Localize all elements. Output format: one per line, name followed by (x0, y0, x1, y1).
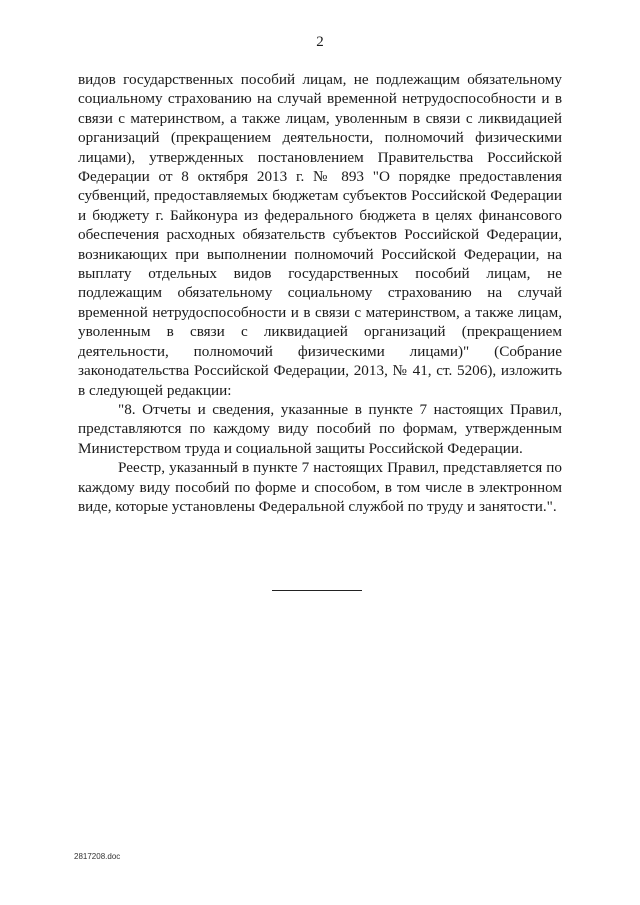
paragraph-continuation: видов государственных пособий лицам, не подлежащим обязательному социальному страхованию на случай временной нетрудоспособности и в связи с материнством, а также лицам, уволенным в связи с ликвидацией организаций (прекращением деятельности, полномочий физическими лицами), утвержденных постановлением Правительства Российской Федерации от 8 октября 2013 г. № 893 "О порядке предоставления субвенций, предоставляемых бюджетам субъектов Российской Федерации и бюджету г. Байконура из федерального бюджета в целях финансового обеспечения расходных обязательств субъектов Российской Федерации, возникающих при выполнении полномочий Российской Федерации, на выплату отдельных видов государственных пособий лицам, не подлежащим обязательному социальному страхованию на случай временной нетрудоспособности и в связи с материнством, а также лицам, уволенным в связи с ликвидацией организаций (прекращением деятельности, полномочий физическими лицами)" (Собрание законодательства Российской Федерации, 2013, № 41, ст. 5206), изложить в следующей редакции: (78, 71, 562, 399)
document-file-reference: 2817208.doc (74, 852, 121, 861)
paragraph-registry: Реестр, указанный в пункте 7 настоящих Правил, представляется по каждому виду пособий по форме и способом, в том числе в электронном виде, которые установлены Федеральной службой по труду и занятости.". (78, 459, 562, 515)
page-number: 2 (316, 34, 324, 50)
document-body (78, 70, 562, 516)
paragraph-quoted-point-8: "8. Отчеты и сведения, указанные в пункте 7 настоящих Правил, представляются по каждому виду пособий по формам, утвержденным Министерством труда и социальной защиты Российской Федерации. (78, 400, 562, 457)
end-separator-line (272, 590, 362, 591)
